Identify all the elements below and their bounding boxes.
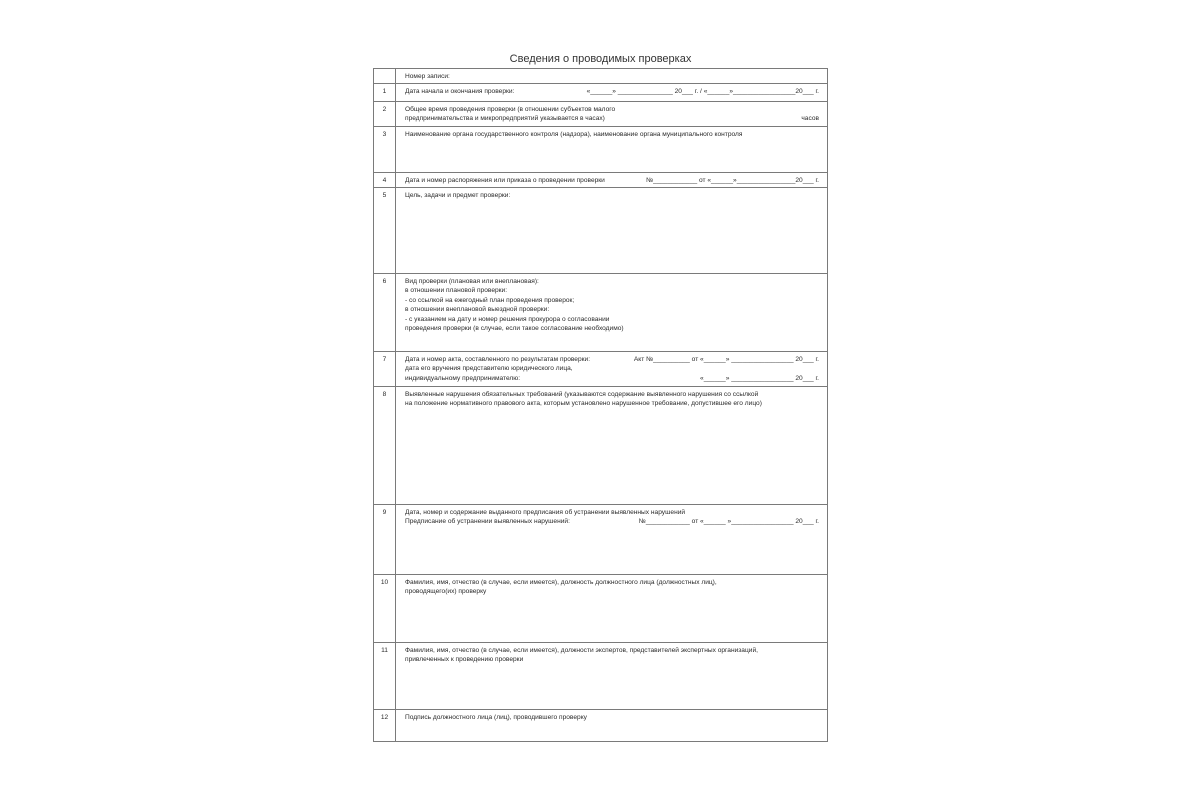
row-content[interactable] (396, 575, 828, 643)
document-title: Сведения о проводимых проверках (509, 53, 692, 65)
row-label-line: Дата, номер и содержание выданного предписания об устранении выявленных нарушений (405, 509, 686, 516)
row-number-cell (374, 69, 396, 84)
act-number-field[interactable]: Акт №__________ от «______» _________________ 20___ г. (633, 356, 819, 363)
row-content[interactable] (396, 710, 828, 742)
table-row (374, 127, 828, 173)
row-content (396, 84, 828, 102)
row-label-line: Общее время проведения проверки (в отношении субъектов малого (405, 106, 616, 113)
row-number: 1 (374, 84, 396, 102)
table-row (374, 188, 828, 274)
row-label-line: Предписание об устранении выявленных нарушений: (405, 518, 570, 526)
table-row (374, 387, 828, 505)
row-label: Цель, задачи и предмет проверки: (405, 192, 511, 199)
row-label: Дата начала и окончания проверки: (405, 88, 515, 95)
table-row (374, 274, 828, 352)
row-label: Подпись должностного лица (лиц), проводившего проверку (405, 714, 587, 721)
row-label-line: в отношении плановой проверки: (405, 287, 508, 295)
row-label-line: - со ссылкой на ежегодный план проведения проверок; (405, 296, 575, 304)
table-row (374, 643, 828, 710)
table-row (374, 710, 828, 742)
order-number-field[interactable]: №____________ от «______»________________20___ г. (646, 177, 819, 184)
row-number: 7 (374, 352, 396, 387)
row-number: 12 (374, 710, 396, 742)
row-label-line: на положение нормативного правового акта, которым установлено нарушенное требование, допустившее его лицо) (405, 400, 762, 408)
table-row (374, 575, 828, 643)
row-label-line: предпринимательства и микропредприятий указывается в часах) (405, 115, 605, 123)
row-label-line: индивидуальному предпринимателю: (405, 374, 521, 382)
row-number: 8 (374, 387, 396, 505)
row-number: 4 (374, 173, 396, 188)
table-row (374, 352, 828, 387)
row-number: 11 (374, 643, 396, 710)
date-range-field[interactable]: «______» _______________ 20___ г. / «______»_________________20___ г. (586, 88, 819, 95)
row-label-line: в отношении внеплановой выездной проверки: (405, 306, 550, 314)
prescription-number-field[interactable]: №____________ от «______ »_________________ 20___ г. (638, 518, 819, 526)
row-number: 9 (374, 505, 396, 575)
delivery-date-field[interactable]: «______» _________________ 20___ г. (700, 374, 819, 382)
table-row (374, 173, 828, 188)
record-number-label: Номер записи: (396, 69, 828, 84)
table-row (374, 69, 828, 84)
row-content (396, 127, 828, 173)
row-number: 2 (374, 102, 396, 127)
row-label-line: привлеченных к проведению проверки (405, 656, 524, 664)
row-label: Дата и номер распоряжения или приказа о проведении проверки (405, 177, 605, 184)
row-content (396, 102, 828, 127)
row-content[interactable] (396, 188, 828, 274)
row-number: 5 (374, 188, 396, 274)
row-content[interactable] (396, 505, 828, 575)
row-content[interactable] (396, 274, 828, 352)
row-label-line: Фамилия, имя, отчество (в случае, если имеется), должности экспертов, представителей экспертных организаций, (405, 647, 758, 654)
row-label-line: проведения проверки (в случае, если такое согласование необходимо) (405, 325, 624, 333)
row-label-line: - с указанием на дату и номер решения прокурора о согласовании (405, 315, 610, 323)
row-content (396, 173, 828, 188)
row-label-line: дата его вручения представителю юридического лица, (405, 365, 573, 373)
row-content[interactable] (396, 643, 828, 710)
hours-field[interactable]: часов (801, 115, 819, 123)
row-label-line: Фамилия, имя, отчество (в случае, если имеется), должность должностного лица (должностных лиц), (405, 579, 717, 586)
row-number: 10 (374, 575, 396, 643)
row-content[interactable] (396, 387, 828, 505)
row-number: 3 (374, 127, 396, 173)
row-content (396, 352, 828, 387)
table-row (374, 505, 828, 575)
row-label-line: Выявленные нарушения обязательных требований (указываются содержание выявленного нарушения со ссылкой (405, 391, 759, 398)
table-row (374, 84, 828, 102)
row-label-line: Вид проверки (плановая или внеплановая): (405, 278, 539, 285)
row-number: 6 (374, 274, 396, 352)
inspection-records-table (373, 68, 828, 742)
row-label: Наименование органа государственного контроля (надзора), наименование органа муниципального контроля (405, 131, 743, 138)
row-label-line: Дата и номер акта, составленного по результатам проверки: (405, 356, 591, 363)
row-label-line: проводящего(их) проверку (405, 588, 487, 596)
table-row (374, 102, 828, 127)
